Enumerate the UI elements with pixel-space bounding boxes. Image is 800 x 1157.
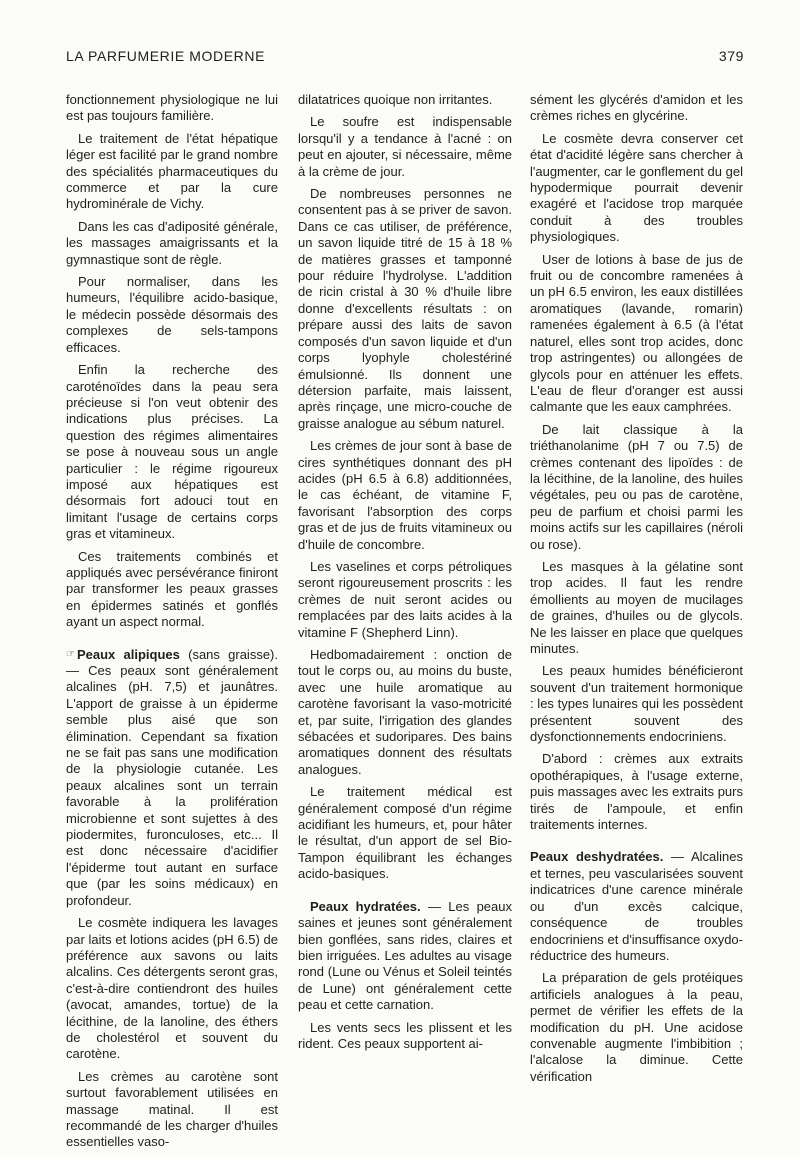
page-number: 379 [718,48,744,64]
text-column-1 [66,92,278,1157]
text-column-3 [530,92,743,1091]
section-paragraph [66,647,278,910]
paragraph: Les crèmes de jour sont à base de cires synthétiques donnant des pH acides (pH 6.5 à 6.8) additionnées, le cas échéant, de vitamine F, favorisant l'absorption des corps gras et de jus de fruits vitamineux ou d'huile de concombre. [298,438,512,552]
paragraph: Le cosmète indiquera les lavages par laits et lotions acides (pH 6.5) de préférence aux savons ou laits alcalins. Ces détergents seront gras, c'est-à-dire contiendront des huiles (avocat, amandes, tortue) de la lécithine, de la lanoline, des éthers de cholestérol et souvent du carotène. [66,915,278,1062]
paragraph: Enfin la recherche des caroténoïdes dans la peau sera précieuse si l'on veut obtenir des indications plus précises. La question des régimes alimentaires se pose à nouveau sous un angle particulier : le régime rigoureux imposé aux hépatiques est désormais fort adouci tout en limitant l'usage de certains corps gras et vitamineux. [66,362,278,542]
section-heading-peaux-hydratees: Peaux hydratées. [310,898,421,914]
paragraph: fonctionnement physiologique ne lui est pas toujours familière. [66,92,278,124]
paragraph: Les masques à la gélatine sont trop acides. Il faut les rendre émollients au moyen de mucilages de graines, d'huiles ou de glycols. Ne les laisser en place que quelques minutes. [530,558,743,656]
paragraph: Les crèmes au carotène sont surtout favorablement utilisées en massage matinal. Il est recommandé de les charger d'huiles essentielles vaso- [66,1068,278,1150]
paragraph: D'abord : crèmes aux extraits opothérapiques, à l'usage externe, puis massages avec les extraits purs tirés de l'ampoule, et enfin traitements internes. [530,751,743,833]
section-heading-peaux-alipiques: Peaux alipiques [76,646,180,662]
paragraph: dilatatrices quoique non irritantes. [298,92,493,107]
paragraph: De nombreuses personnes ne consentent pas à se priver de savon. Dans ce cas utiliser, de préférence, un savon liquide titré de 15 à 18 % de matières grasses et tamponné pour réduire l'hydrolyse. L'addition de ricin cristal à 30 % d'huile libre donne d'excellents résultats : on prépare aussi des laits de savon composés d'un savon liquide et d'un corps lyophyle cholestériné émulsionné. Ils donnent une détersion parfaite, mais laissent, après rinçage, une micro-couche de graisse analogue au sébum naturel. [298,186,512,431]
paragraph: Dans les cas d'adiposité générale, les massages amaigrissants et la gymnastique sont de règle. [66,218,278,267]
section-paragraph [530,849,743,964]
text-column-2 [298,92,512,1058]
paragraph: Le traitement médical est généralement composé d'un régime acidifiant les humeurs, et, pour hâter le résultat, d'un apport de sel Bio-Tampon équilibrant les échanges acido-basiques. [298,784,512,882]
paragraph: Ces traitements combinés et appliqués avec persévérance finiront par transformer les peaux grasses en épidermes satinés et gonflés ayant un aspect normal. [66,548,278,630]
paragraph: Hedbomadairement : onction de tout le corps ou, au moins du buste, avec une huile aromatique au carotène favorisant la vaso-motricité et, par suite, l'irrigation des glandes sébacées et sudoripares. Des bains aromatiques donnent des résultats analogues. [298,647,512,777]
paragraph: Les vaselines et corps pétroliques seront rigoureusement proscrits : les crèmes de nuit seront acides ou remplacées par des laits acides à la vitamine F (Shepherd Linn). [298,558,512,640]
section-heading-peaux-deshydratees: Peaux deshydratées. [530,849,664,865]
paragraph: La préparation de gels protéiques artificiels analogues à la peau, permet de vérifier les effets de la modification du pH. Une acidose convenable augmente l'imbibition ; l'alcalose la diminue. Cette vérification [530,970,743,1084]
paragraph: Le soufre est indispensable lorsqu'il y a tendance à l'acné : on peut en ajouter, si nécessaire, même à la crème de jour. [298,114,512,179]
pointing-hand-icon: ☞ [66,648,75,660]
paragraph: Le traitement de l'état hépatique léger est facilité par le grand nombre des spécialités pharmaceutiques du commerce et par la cure hydrominérale de Vichy. [66,130,278,212]
paragraph: sément les glycérés d'amidon et les crèmes riches en glycérine. [530,92,743,124]
paragraph: User de lotions à base de jus de fruit ou de concombre ramenées à un pH 6.5 environ, les eaux distillées aromatiques (lavande, romarin) ramenées également à 6.5 (à l'état naturel, elles sont trop acides, donc trop astringentes) ou allongées de glycols pour en atténuer les effets. L'eau de fleur d'oranger est aussi calmante que les eaux camphrées. [530,251,743,415]
paragraph: Le cosmète devra conserver cet état d'acidité légère sans chercher à l'augmenter, car le gonflement du gel hypodermique pourrait devenir exagéré et l'acidose trop marquée conduit à des troubles physiologiques. [530,130,743,245]
section-text: — Les peaux saines et jeunes sont généralement bien gonflées, sans rides, claires et bien irriguées. Les adultes au visage rond (Lune ou Vénus et Soleil teintés de Lune) ont généralement cette peau et cette carnation. [298,898,512,1013]
paragraph: De lait classique à la triéthanolanime (pH 7 ou 7.5) de crèmes contenant des lipoïdes : de la lécithine, de la lanoline, des huiles végétales, peu ou pas de carotène, peu de parfium et choisi parmi les moins actifs sur les capillaires (néroli ou rose). [530,421,743,552]
section-text: (sans graisse). — Ces peaux sont généralement alcalines (pH. 7,5) et jaunâtres. L'apport de graisse à un épiderme semble plus aisé que son élimination. Cependant sa fixation ne se fait pas sans une modification de la physiologie cutanée. Les peaux alcalines sont un terrain favorable à la prolifération microbienne et sont sujettes à des piodermites, furonculoses, etc... Il est donc nécessaire d'acidifier l'épiderme tout autant en surface que (par les soins médicaux) en profondeur. [66,646,278,908]
section-paragraph [298,899,512,1014]
book-title: LA PARFUMERIE MODERNE [66,48,266,64]
paragraph: Pour normaliser, dans les humeurs, l'équilibre acido-basique, le médecin possède désormais des complexes de sels-tampons efficaces. [66,274,278,355]
section-text: — Alcalines et ternes, peu vascularisées souvent indicatrices d'une carence minérale ou d'un excès calcique, conséquence de troubles endocriniens et d'insuffisance oxydo-réductrice des humeurs. [530,849,743,963]
running-header [66,48,744,64]
paragraph: Les vents secs les plissent et les rident. Ces peaux supportent ai- [298,1019,512,1051]
paragraph: Les peaux humides bénéficieront souvent d'un traitement hormonique : les types lunaires qui les possèdent présentent souvent des dysfonctionnements endocriniens. [530,663,743,745]
